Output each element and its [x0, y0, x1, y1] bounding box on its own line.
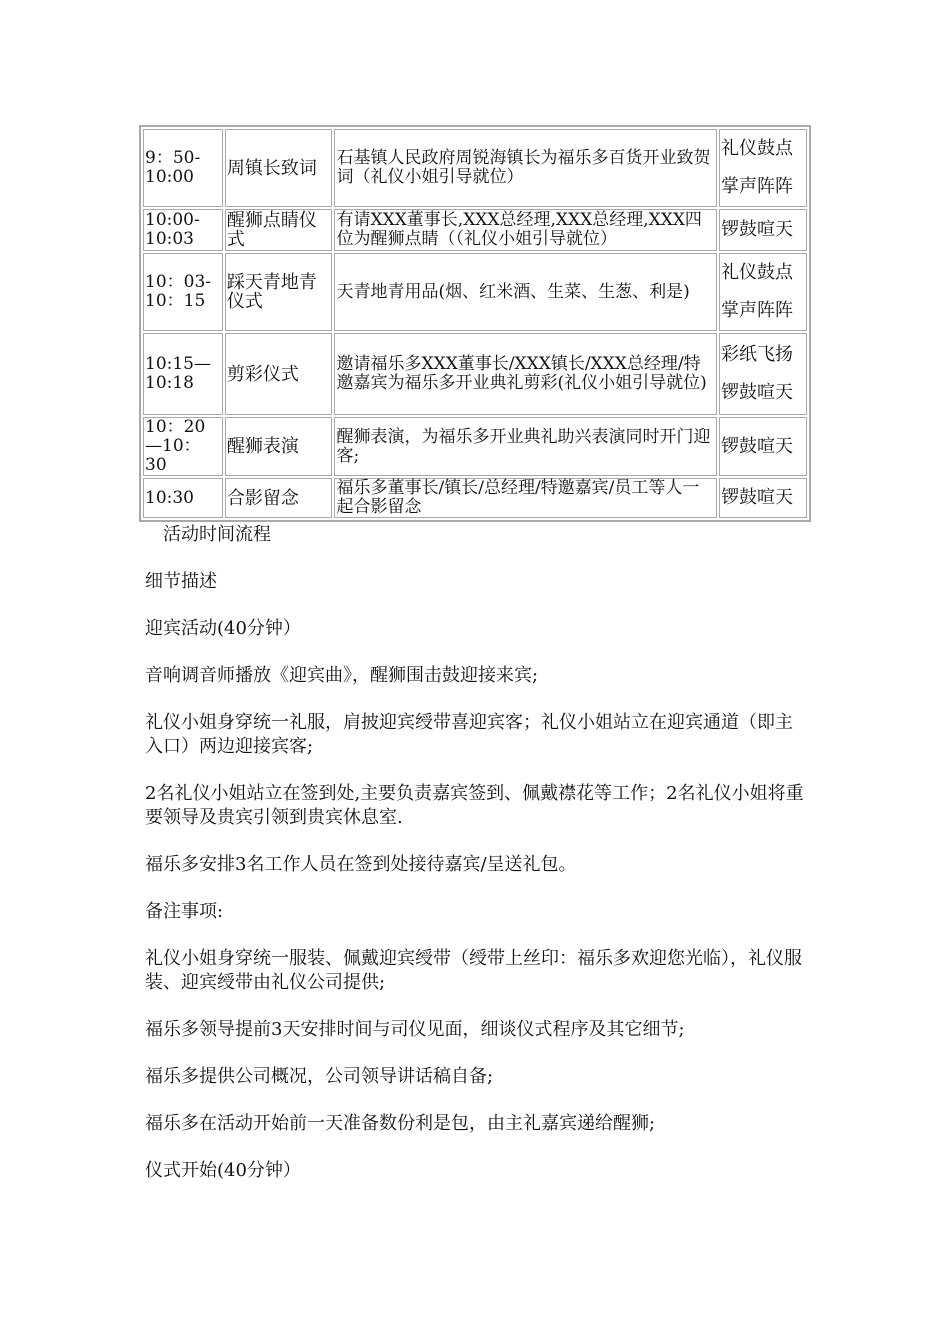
note-text: 礼仪鼓点 — [721, 138, 794, 159]
paragraph: 礼仪小姐身穿统一服装、佩戴迎宾绶带（绶带上丝印：福乐多欢迎您光临），礼仪服装、迎宾绶带由礼仪公司提供; — [145, 948, 802, 993]
item-cell: 踩天青地青仪式 — [225, 253, 333, 331]
time-cell: 10:30 — [143, 478, 223, 518]
description-cell: 有请XXX董事长,XXX总经理,XXX总经理,XXX四位为醒狮点睛（（礼仪小姐引导就位） — [334, 209, 717, 251]
note-cell: 锣鼓喧天 — [719, 417, 807, 476]
table-row — [143, 333, 807, 415]
paragraph: 音响调音师播放《迎宾曲》，醒狮围击鼓迎接来宾; — [145, 665, 539, 686]
item-cell: 周镇长致词 — [225, 129, 333, 207]
item-cell: 醒狮点睛仪式 — [225, 209, 333, 251]
paragraph: 福乐多领导提前3天安排时间与司仪见面，细谈仪式程序及其它细节; — [145, 1019, 685, 1040]
description-cell: 福乐多董事长/镇长/总经理/特邀嘉宾/员工等人一起合影留念 — [334, 478, 717, 518]
description-cell: 石基镇人民政府周锐海镇长为福乐多百货开业致贺词（礼仪小姐引导就位） — [334, 129, 717, 207]
paragraph: 迎宾活动(40分钟） — [145, 618, 301, 639]
table-row — [143, 253, 807, 331]
time-cell: 9：50-10:00 — [143, 129, 223, 207]
description-cell: 邀请福乐多XXX董事长/XXX镇长/XXX总经理/特邀嘉宾为福乐多开业典礼剪彩(礼仪小姐引导就位) — [334, 333, 717, 415]
paragraph: 仪式开始(40分钟） — [145, 1160, 301, 1181]
item-cell: 合影留念 — [225, 478, 333, 518]
time-cell: 10:15—10:18 — [143, 333, 223, 415]
table-row — [143, 129, 807, 207]
paragraph: 福乐多在活动开始前一天准备数份利是包，由主礼嘉宾递给醒狮; — [145, 1113, 656, 1134]
table-caption: 活动时间流程 — [163, 524, 271, 545]
note-cell: 锣鼓喧天 — [719, 209, 807, 251]
item-cell: 醒狮表演 — [225, 417, 333, 476]
note-text: 掌声阵阵 — [721, 176, 794, 197]
paragraph: 细节描述 — [145, 571, 217, 592]
note-text: 礼仪鼓点 — [721, 262, 794, 283]
table-row — [143, 417, 807, 476]
time-cell: 10：03-10：15 — [143, 253, 223, 331]
table-row — [143, 478, 807, 518]
description-cell: 醒狮表演，为福乐多开业典礼助兴表演同时开门迎客; — [334, 417, 717, 476]
note-cell — [719, 253, 807, 331]
schedule-table — [139, 125, 811, 522]
time-cell: 10:00-10:03 — [143, 209, 223, 251]
time-cell: 10：20—10：30 — [143, 417, 223, 476]
document-body — [145, 570, 805, 1206]
item-cell: 剪彩仪式 — [225, 333, 333, 415]
paragraph: 备注事项: — [145, 901, 224, 922]
note-cell — [719, 333, 807, 415]
table-row — [143, 209, 807, 251]
note-cell — [719, 129, 807, 207]
description-cell: 天青地青用品(烟、红米酒、生菜、生葱、利是) — [334, 253, 717, 331]
paragraph: 福乐多提供公司概况，公司领导讲话稿自备; — [145, 1066, 494, 1087]
paragraph: 福乐多安排3名工作人员在签到处接待嘉宾/呈送礼包。 — [145, 854, 577, 875]
note-text: 掌声阵阵 — [721, 300, 794, 321]
paragraph: 礼仪小姐身穿统一礼服，肩披迎宾绶带喜迎宾客；礼仪小姐站立在迎宾通道（即主入口）两边迎接宾客; — [145, 712, 793, 757]
note-text: 彩纸飞扬 — [721, 344, 794, 365]
note-text: 锣鼓喧天 — [721, 382, 794, 403]
note-cell: 锣鼓喧天 — [719, 478, 807, 518]
paragraph: 2名礼仪小姐站立在签到处,主要负责嘉宾签到、佩戴襟花等工作；2名礼仪小姐将重要领导及贵宾引领到贵宾休息室. — [145, 783, 804, 828]
